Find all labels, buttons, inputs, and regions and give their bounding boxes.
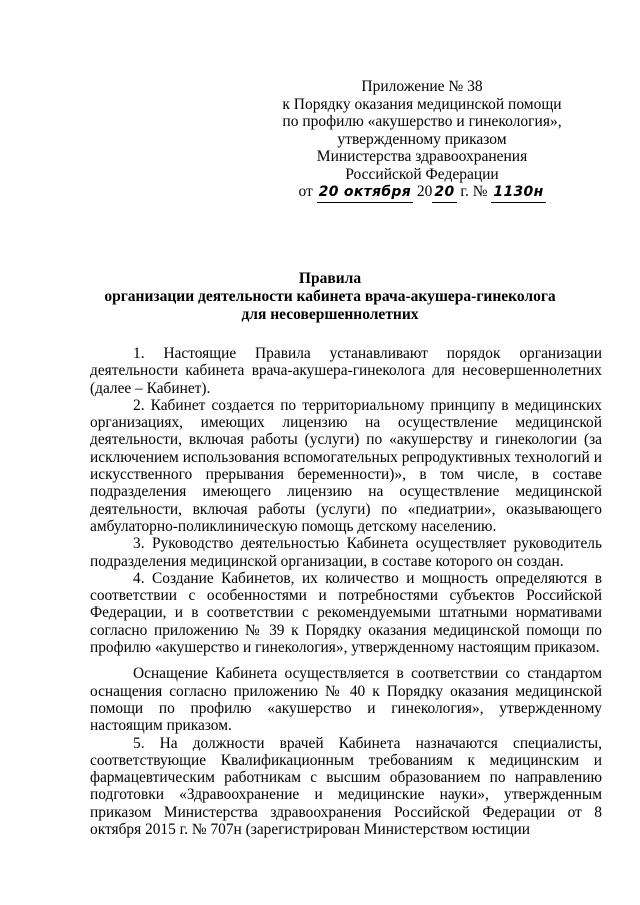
order-date-line [260,183,584,203]
order-date-prefix: от [298,183,313,200]
paragraph-4: 4. Создание Кабинетов, их количество и мощность определяются в соответствии с особенностями и потребностями субъектов Российской Федерации, и в соответствии с рекомендуемыми штатными нормативами согласно приложению № 39 к Порядку оказания медицинской помощи по профилю «акушерство и гинекология», утвержденному настоящим приказом. [90,569,602,657]
paragraph-5: 5. На должности врачей Кабинета назначаются специалисты, соответствующие Квалификационным требованиям к медицинским и фармацевтическим работникам с высшим образованием по направлению подготовки «Здравоохранение и медицинские науки», утвержденным приказом Министерства здравоохранения Российской Федерации от 8 октября 2015 г. № 707н (зарегистрирован Министерством юстиции [90,734,602,839]
order-year-handwritten: 20 [432,184,456,203]
appendix-ministry: Министерства здравоохранения [316,148,528,165]
order-number-handwritten: 1130н [491,184,545,203]
paragraph-4-equipment: Оснащение Кабинета осуществляется в соответствии со стандартом оснащения согласно приложению № 40 к Порядку оказания медицинской помощи по профилю «акушерство и гинекология», утвержденному настоящим приказом. [90,665,602,735]
appendix-approved: утвержденному приказом [337,130,507,148]
appendix-header [260,78,584,203]
appendix-country: Российской Федерации [345,165,499,183]
order-number-label: г. № [460,183,488,200]
order-date-handwritten: 20 октября [317,184,413,203]
paragraph-1: 1. Настоящие Правила устанавливают порядок организации деятельности кабинета врача-акушера-гинеколога для несовершеннолетних (далее – Кабинет). [90,345,602,397]
title-minors: для несовершеннолетних [241,306,419,323]
appendix-order-ref: к Порядку оказания медицинской помощи [282,95,562,113]
appendix-number: Приложение № 38 [361,78,483,95]
paragraph-3: 3. Руководство деятельностью Кабинета осуществляет руководитель подразделения медицинской организации, в составе которого он создан. [90,535,602,570]
document-title [60,270,600,324]
paragraph-2: 2. Кабинет создается по территориальному принципу в медицинских организациях, имеющих лицензию на осуществление медицинской деятельности, включая работы (услуги) по «акушерству и гинекологии (за исключением использования вспомогательных репродуктивных технологий и искусственного прерывания беременности)», в том числе, в составе подразделения имеющего лицензию на осуществление медицинской деятельности, включая работы (услуги) по «педиатрии», оказывающего амбулаторно-поликлиническую помощь детскому населению. [90,396,602,535]
title-rules: Правила [298,270,362,287]
appendix-profile: по профилю «акушерство и гинекология», [282,113,562,130]
document-body [90,345,602,838]
title-organization: организации деятельности кабинета врача-акушера-гинеколога [104,288,556,305]
order-year-prefix: 20 [416,183,433,200]
